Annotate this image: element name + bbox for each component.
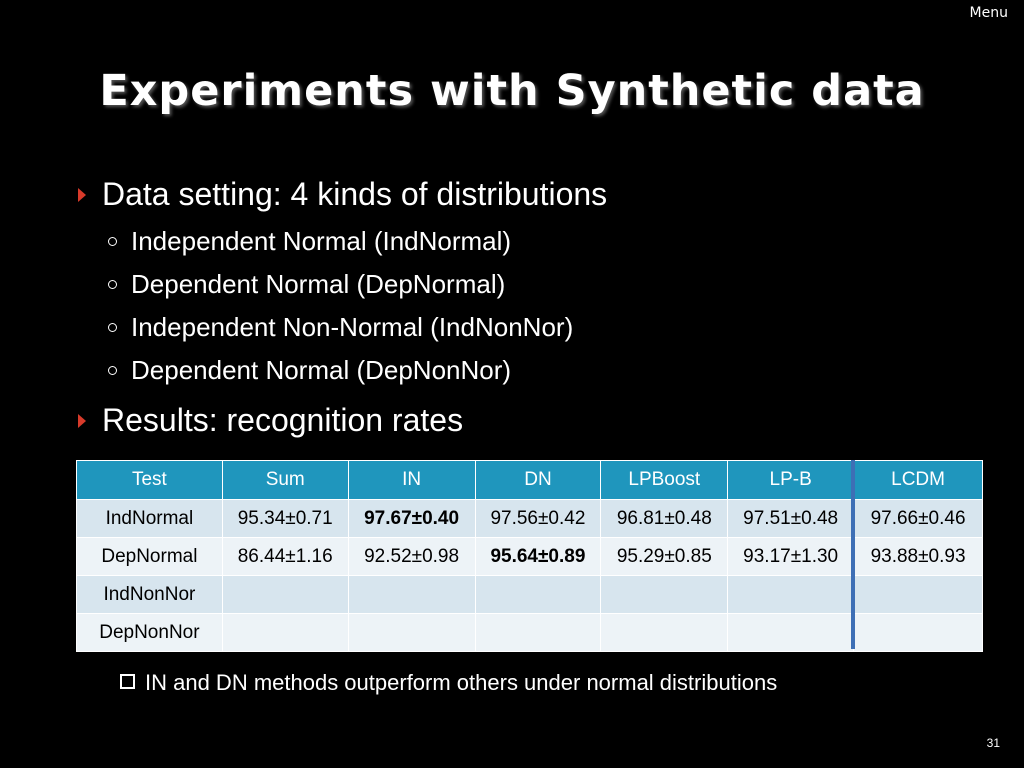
table-cell xyxy=(728,614,854,652)
results-table xyxy=(76,460,983,652)
sub-bullet-text: Dependent Normal (DepNonNor) xyxy=(131,355,512,385)
table-header-row xyxy=(77,461,983,500)
table-cell xyxy=(475,576,601,614)
header-cell: LP-B xyxy=(728,461,854,500)
table-row xyxy=(77,576,983,614)
table-cell xyxy=(854,614,983,652)
table-cell: 95.29±0.85 xyxy=(601,538,728,576)
table-cell: 97.56±0.42 xyxy=(475,500,601,538)
table-cell: 95.34±0.71 xyxy=(222,500,348,538)
table-cell: 92.52±0.98 xyxy=(348,538,475,576)
menu-button[interactable]: Menu xyxy=(969,5,1008,21)
sub-bullet xyxy=(108,312,573,343)
table-row xyxy=(77,614,983,652)
table-cell: DepNormal xyxy=(77,538,223,576)
table-cell: IndNonNor xyxy=(77,576,223,614)
table-cell xyxy=(348,576,475,614)
sub-bullet xyxy=(108,226,511,257)
column-divider-line xyxy=(851,460,855,649)
table-cell: IndNormal xyxy=(77,500,223,538)
bullet-text: Data setting: 4 kinds of distributions xyxy=(102,176,608,212)
bullet-ring-icon xyxy=(108,323,117,332)
bullet-ring-icon xyxy=(108,366,117,375)
checkbox-bullet-icon xyxy=(120,674,135,689)
sub-bullet xyxy=(108,269,505,300)
table-cell: 97.66±0.46 xyxy=(854,500,983,538)
sub-bullet-text: Independent Non-Normal (IndNonNor) xyxy=(131,312,574,342)
table-cell xyxy=(348,614,475,652)
bullet-ring-icon xyxy=(108,280,117,289)
note-bullet xyxy=(120,670,777,696)
table-row xyxy=(77,500,983,538)
table-cell: 97.51±0.48 xyxy=(728,500,854,538)
bullet-arrow-icon xyxy=(78,188,86,202)
table-cell: DepNonNor xyxy=(77,614,223,652)
table-cell: 97.67±0.40 xyxy=(348,500,475,538)
table-cell xyxy=(222,576,348,614)
table-cell xyxy=(854,576,983,614)
table-cell: 93.17±1.30 xyxy=(728,538,854,576)
sub-bullet-text: Independent Normal (IndNormal) xyxy=(131,226,512,256)
table-row xyxy=(77,538,983,576)
bullet-data-setting xyxy=(78,176,607,213)
header-cell: Test xyxy=(77,461,223,500)
header-cell: Sum xyxy=(222,461,348,500)
table-cell: 95.64±0.89 xyxy=(475,538,601,576)
table-cell xyxy=(601,614,728,652)
table-cell: 93.88±0.93 xyxy=(854,538,983,576)
header-cell: IN xyxy=(348,461,475,500)
page-number: 31 xyxy=(986,736,1000,750)
bullet-arrow-icon xyxy=(78,414,86,428)
header-cell: DN xyxy=(475,461,601,500)
sub-bullet-text: Dependent Normal (DepNormal) xyxy=(131,269,506,299)
bullet-results xyxy=(78,402,463,439)
table-cell xyxy=(475,614,601,652)
table-cell xyxy=(728,576,854,614)
slide-title: Experiments with Synthetic data xyxy=(99,66,925,116)
table-cell: 86.44±1.16 xyxy=(222,538,348,576)
sub-bullet xyxy=(108,355,511,386)
header-cell: LPBoost xyxy=(601,461,728,500)
header-cell: LCDM xyxy=(854,461,983,500)
note-text: IN and DN methods outperform others under normal distributions xyxy=(145,670,778,695)
bullet-ring-icon xyxy=(108,237,117,246)
table-cell: 96.81±0.48 xyxy=(601,500,728,538)
bullet-text: Results: recognition rates xyxy=(102,402,464,438)
table-cell xyxy=(222,614,348,652)
table-cell xyxy=(601,576,728,614)
